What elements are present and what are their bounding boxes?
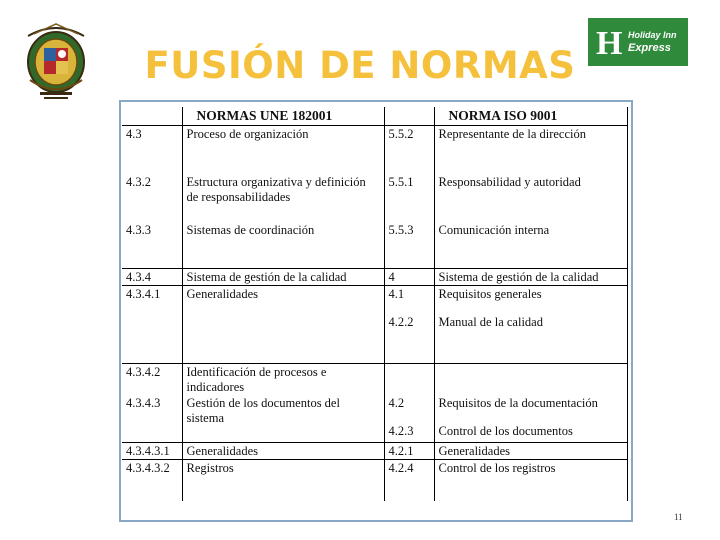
une-text: Identificación de procesos e indicadores xyxy=(182,364,384,396)
table-row xyxy=(122,126,627,175)
une-text: Sistema de gestión de la calidad xyxy=(182,269,384,286)
holiday-inn-express-logo-icon xyxy=(588,18,688,66)
iso-code: 4.2.3 xyxy=(388,424,414,438)
une-text: Generalidades xyxy=(182,443,384,460)
iso-text: Comunicación interna xyxy=(434,222,627,269)
une-code: 4.3.4.3 xyxy=(122,395,182,443)
une-code: 4.3.4.1 xyxy=(122,286,182,364)
une-text: Sistemas de coordinación xyxy=(182,222,384,269)
iso-text: Representante de la dirección xyxy=(434,126,627,175)
une-code: 4.3.3 xyxy=(122,222,182,269)
norms-table-frame xyxy=(119,100,633,522)
une-code: 4.3 xyxy=(126,127,142,141)
iso-code: 5.5.3 xyxy=(384,222,434,269)
une-text: Generalidades xyxy=(182,286,384,364)
table-header-row xyxy=(122,107,627,126)
iso-text: Manual de la calidad xyxy=(438,315,543,329)
une-code: 4.3.2 xyxy=(126,175,151,189)
une-text: Estructura organizativa y definición de responsabilidades xyxy=(182,174,384,222)
svg-text:H: H xyxy=(596,25,623,62)
iso-text xyxy=(434,364,627,396)
page-title: FUSIÓN DE NORMAS xyxy=(144,44,576,87)
une-text: Registros xyxy=(182,460,384,502)
iso-text: Requisitos de la documentación xyxy=(438,396,598,410)
iso-text: Sistema de gestión de la calidad xyxy=(434,269,627,286)
hotel-logo-line1: Holiday Inn xyxy=(628,30,677,40)
table-row xyxy=(122,269,627,286)
iso-text: Responsabilidad y autoridad xyxy=(434,174,627,222)
une-text: Gestión de los documentos del sistema xyxy=(182,395,384,443)
iso-code: 4.2 xyxy=(388,396,405,410)
slide-number: 11 xyxy=(674,512,683,522)
une-text: Proceso de organización xyxy=(182,126,384,175)
norms-comparison-table xyxy=(122,107,628,501)
header-iso: NORMA ISO 9001 xyxy=(434,107,627,126)
table-row xyxy=(122,222,627,269)
iso-text: Control de los registros xyxy=(434,460,627,502)
table-row xyxy=(122,443,627,460)
iso-code xyxy=(384,364,434,396)
hotel-logo-line2: Express xyxy=(628,42,671,54)
iso-code: 5.5.2 xyxy=(384,126,434,175)
table-row xyxy=(122,460,627,502)
une-code: 4.3.4.3.1 xyxy=(122,443,182,460)
university-crest-icon xyxy=(20,18,92,100)
iso-code: 4.2.2 xyxy=(388,315,414,329)
table-row xyxy=(122,174,627,222)
iso-text: Control de los documentos xyxy=(438,424,573,438)
iso-code: 4.1 xyxy=(388,287,405,301)
une-code: 4.3.4.2 xyxy=(126,365,161,379)
iso-code: 5.5.1 xyxy=(384,174,434,222)
table-row xyxy=(122,364,627,396)
iso-code: 4 xyxy=(384,269,434,286)
header-une: NORMAS UNE 182001 xyxy=(182,107,384,126)
une-code: 4.3.4 xyxy=(122,269,182,286)
iso-code: 4.2.1 xyxy=(384,443,434,460)
table-row xyxy=(122,395,627,443)
iso-text: Requisitos generales xyxy=(438,287,542,301)
iso-code: 4.2.4 xyxy=(384,460,434,502)
iso-text: Generalidades xyxy=(434,443,627,460)
une-code: 4.3.4.3.2 xyxy=(126,461,170,475)
table-row xyxy=(122,286,627,364)
